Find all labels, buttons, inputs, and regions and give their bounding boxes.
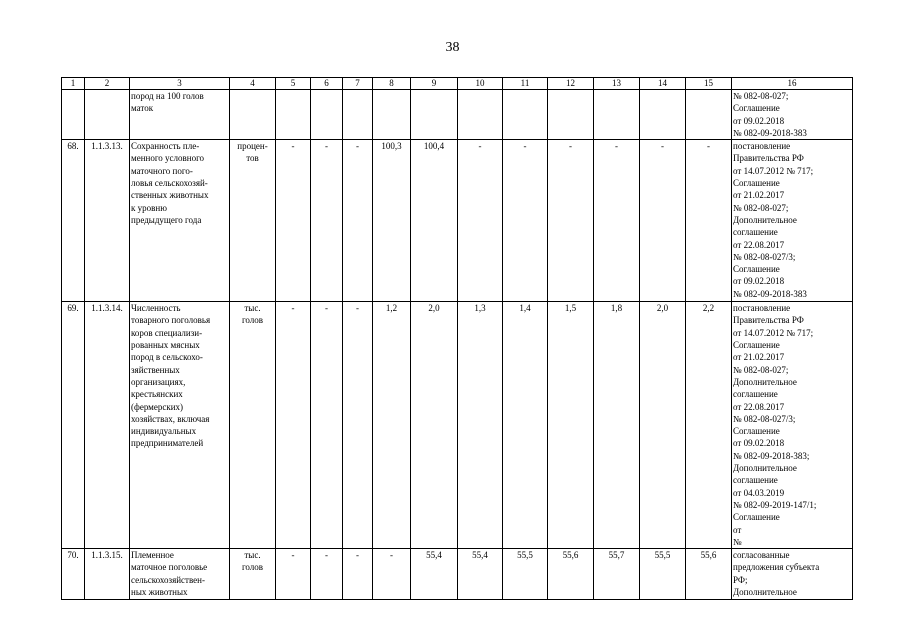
value-cell: - <box>458 140 503 302</box>
value-cell: - <box>503 140 548 302</box>
column-number-cell: 8 <box>373 78 411 90</box>
value-cell: - <box>276 140 311 302</box>
value-cell: 2,0 <box>411 302 458 549</box>
indicator-name-cell: пород на 100 голов маток <box>130 90 230 140</box>
value-cell <box>311 90 343 140</box>
value-cell: 55,6 <box>548 549 594 600</box>
indicators-table <box>61 77 853 600</box>
row-number-cell: 69. <box>62 302 85 549</box>
indicator-name-cell: Численность товарного поголовья коров специализи- рованных мясных пород в сельскохо- зяйственных организациях, крестьянских (фермерских) хозяйствах, включая индивидуальных предпринимателей <box>130 302 230 549</box>
column-number-cell: 15 <box>686 78 732 90</box>
value-cell <box>640 90 686 140</box>
source-document-cell: № 082-08-027; Соглашение от 09.02.2018 № 082-09-2018-383 <box>732 90 853 140</box>
column-number-cell: 6 <box>311 78 343 90</box>
column-number-cell: 14 <box>640 78 686 90</box>
value-cell: 1,4 <box>503 302 548 549</box>
value-cell: 55,5 <box>640 549 686 600</box>
value-cell <box>686 90 732 140</box>
code-cell: 1.1.3.15. <box>85 549 130 600</box>
value-cell: - <box>594 140 640 302</box>
value-cell: - <box>686 140 732 302</box>
indicator-name-cell: Племенное маточное поголовье сельскохозяйствен- ных животных <box>130 549 230 600</box>
source-document-cell: постановление Правительства РФ от 14.07.2012 № 717; Соглашение от 21.02.2017 № 082-08-027; Дополнительное соглашение от 22.08.2017 № 082-08-027/3; Соглашение от 09.02.2018 № 082-09-2018-383 <box>732 140 853 302</box>
value-cell <box>503 90 548 140</box>
column-number-cell: 11 <box>503 78 548 90</box>
column-number-cell: 16 <box>732 78 853 90</box>
column-number-cell: 1 <box>62 78 85 90</box>
value-cell: 1,5 <box>548 302 594 549</box>
value-cell: 1,3 <box>458 302 503 549</box>
value-cell <box>276 90 311 140</box>
value-cell: 2,2 <box>686 302 732 549</box>
code-cell: 1.1.3.13. <box>85 140 130 302</box>
page-number: 38 <box>445 40 460 55</box>
value-cell: - <box>276 302 311 549</box>
table-row <box>62 140 853 302</box>
value-cell <box>548 90 594 140</box>
row-number-cell: 70. <box>62 549 85 600</box>
value-cell: - <box>343 140 373 302</box>
value-cell: 1,8 <box>594 302 640 549</box>
unit-cell: процен- тов <box>230 140 276 302</box>
column-number-cell: 9 <box>411 78 458 90</box>
column-number-cell: 3 <box>130 78 230 90</box>
value-cell: - <box>640 140 686 302</box>
table-row <box>62 549 853 600</box>
value-cell: 55,5 <box>503 549 548 600</box>
value-cell: 55,4 <box>411 549 458 600</box>
value-cell: 100,4 <box>411 140 458 302</box>
table-row <box>62 302 853 549</box>
value-cell: - <box>373 549 411 600</box>
unit-cell <box>230 90 276 140</box>
column-number-cell: 10 <box>458 78 503 90</box>
column-number-cell: 5 <box>276 78 311 90</box>
column-number-cell: 4 <box>230 78 276 90</box>
column-number-cell: 12 <box>548 78 594 90</box>
value-cell <box>343 90 373 140</box>
value-cell: - <box>343 549 373 600</box>
column-number-cell: 2 <box>85 78 130 90</box>
value-cell <box>458 90 503 140</box>
column-number-cell: 7 <box>343 78 373 90</box>
value-cell <box>373 90 411 140</box>
value-cell: - <box>343 302 373 549</box>
unit-cell: тыс. голов <box>230 549 276 600</box>
source-document-cell: постановление Правительства РФ от 14.07.2012 № 717; Соглашение от 21.02.2017 № 082-08-027; Дополнительное соглашение от 22.08.2017 № 082-08-027/3; Соглашение от 09.02.2018 № 082-09-2018-383; Дополнительное соглашение от 04.03.2019 № 082-09-2019-147/1; Соглашение от № <box>732 302 853 549</box>
column-number-row <box>62 78 853 90</box>
value-cell: - <box>311 549 343 600</box>
row-number-cell: 68. <box>62 140 85 302</box>
column-number-cell: 13 <box>594 78 640 90</box>
value-cell: 2,0 <box>640 302 686 549</box>
value-cell: 100,3 <box>373 140 411 302</box>
value-cell: - <box>276 549 311 600</box>
value-cell: - <box>548 140 594 302</box>
value-cell: 55,4 <box>458 549 503 600</box>
code-cell: 1.1.3.14. <box>85 302 130 549</box>
value-cell <box>594 90 640 140</box>
value-cell: - <box>311 302 343 549</box>
unit-cell: тыс. голов <box>230 302 276 549</box>
value-cell: 55,7 <box>594 549 640 600</box>
value-cell: - <box>311 140 343 302</box>
source-document-cell: согласованные предложения субъекта РФ; Дополнительное <box>732 549 853 600</box>
indicator-name-cell: Сохранность пле- менного условного маточного пого- ловья сельскохозяй- ственных животных к уровню предыдущего года <box>130 140 230 302</box>
row-number-cell <box>62 90 85 140</box>
table-row <box>62 90 853 140</box>
value-cell <box>411 90 458 140</box>
value-cell: 55,6 <box>686 549 732 600</box>
value-cell: 1,2 <box>373 302 411 549</box>
code-cell <box>85 90 130 140</box>
